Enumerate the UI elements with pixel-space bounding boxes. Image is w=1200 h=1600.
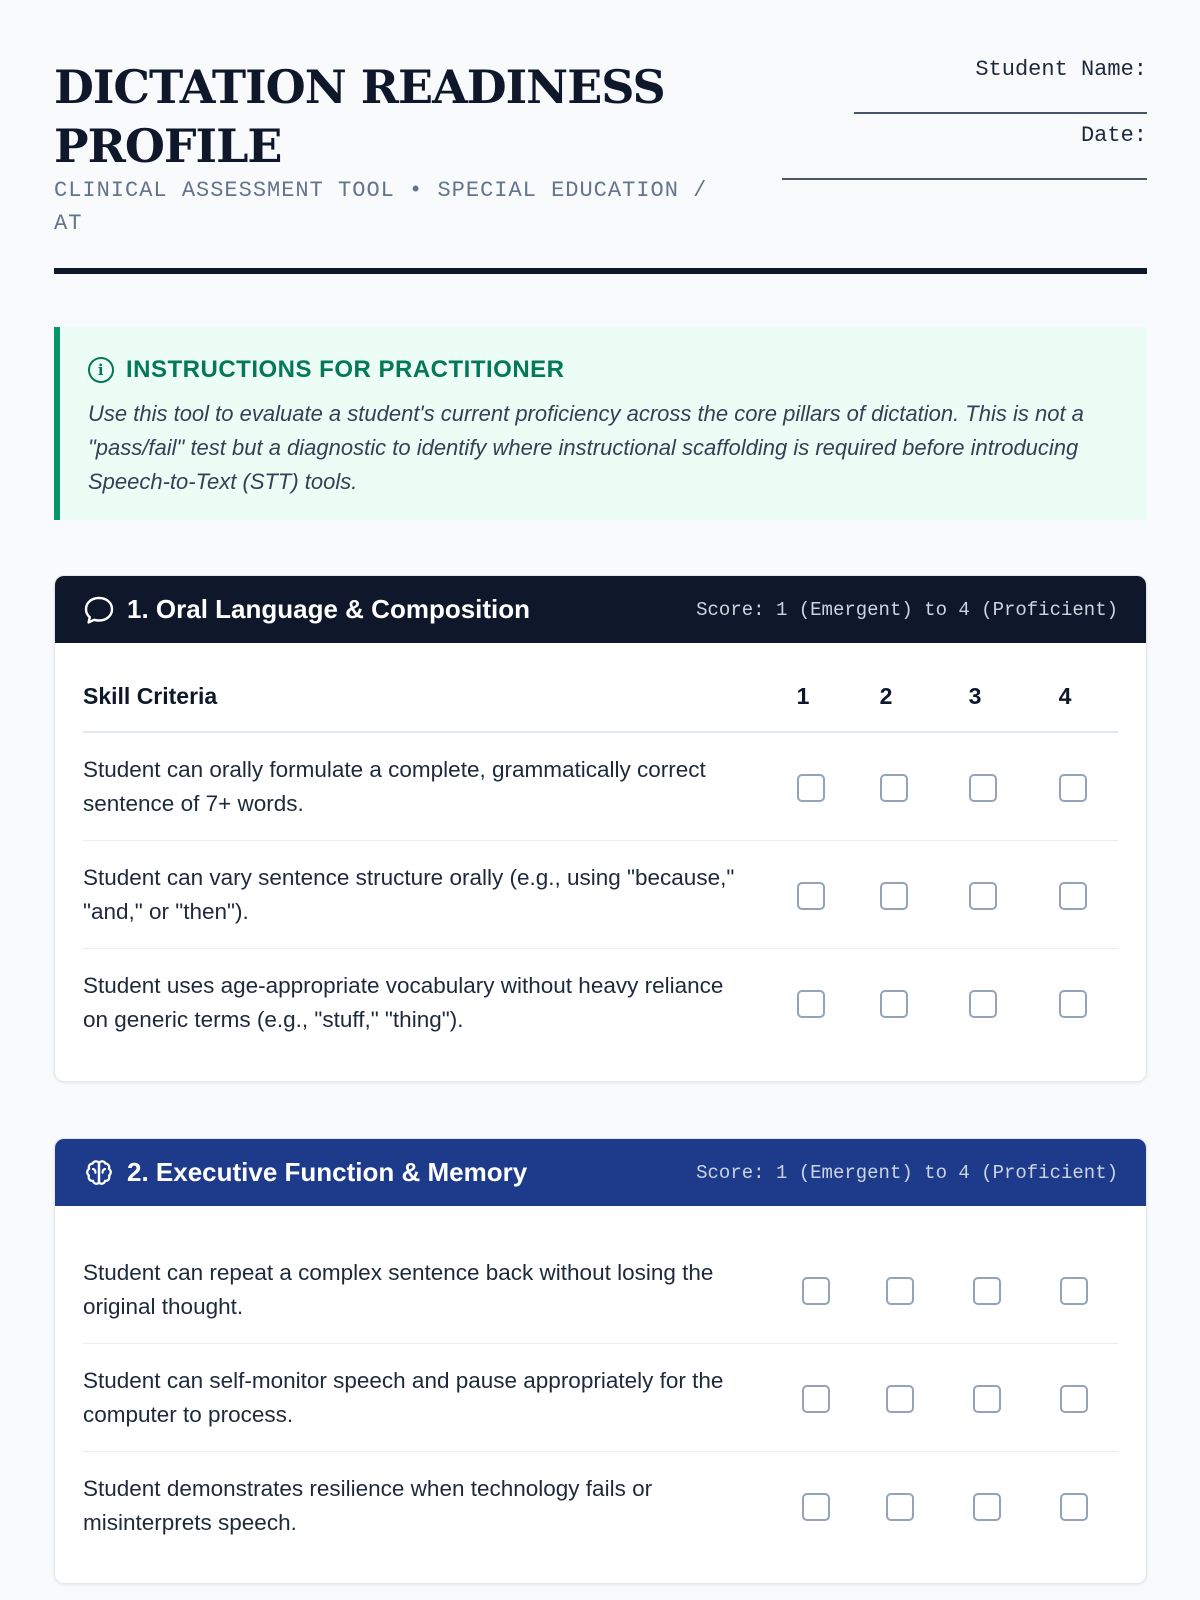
speech-bubble-icon (83, 594, 115, 626)
criterion-text: Student can orally formulate a complete, grammatically correct sentence of 7+ words. (83, 757, 706, 816)
score-checkbox-2[interactable] (880, 990, 908, 1018)
criteria-rows (83, 733, 1118, 1057)
column-header-score-4: 4 (1058, 683, 1072, 709)
score-checkbox-2[interactable] (880, 882, 908, 910)
score-checkbox-2[interactable] (886, 1493, 914, 1521)
score-checkbox-4[interactable] (1060, 1277, 1088, 1305)
criterion-text: Student demonstrates resilience when technology fails or misinterprets speech. (83, 1476, 653, 1535)
date-line[interactable] (782, 164, 1147, 180)
table-row (83, 841, 1118, 949)
score-checkbox-4[interactable] (1060, 1385, 1088, 1413)
section-title-row (83, 1157, 527, 1189)
score-checkbox-4[interactable] (1059, 882, 1087, 910)
section-title-row (83, 594, 530, 626)
score-checkbox-1[interactable] (802, 1385, 830, 1413)
score-checkbox-1[interactable] (797, 990, 825, 1018)
score-checkbox-2[interactable] (880, 774, 908, 802)
score-checkbox-4[interactable] (1060, 1493, 1088, 1521)
score-checkbox-3[interactable] (973, 1385, 1001, 1413)
table-row (83, 1344, 1118, 1452)
score-checkbox-2[interactable] (886, 1385, 914, 1413)
section-oral-language (54, 575, 1147, 1082)
score-checkbox-1[interactable] (797, 882, 825, 910)
score-checkbox-3[interactable] (969, 990, 997, 1018)
date-field[interactable] (782, 122, 1147, 180)
score-checkbox-4[interactable] (1059, 990, 1087, 1018)
column-header-score-3: 3 (968, 683, 982, 709)
table-header (83, 643, 1118, 733)
brain-icon (83, 1157, 115, 1189)
table-row (83, 949, 1118, 1057)
page-title: DICTATION READINESS PROFILE (54, 60, 665, 173)
column-header-score-2: 2 (879, 683, 893, 709)
criteria-table (83, 1206, 1118, 1560)
instructions-heading-row (88, 353, 1113, 387)
assessment-page (54, 0, 1147, 1600)
section-executive-function (54, 1138, 1147, 1584)
score-checkbox-3[interactable] (973, 1493, 1001, 1521)
score-checkbox-1[interactable] (802, 1277, 830, 1305)
date-label: Date: (1080, 123, 1147, 148)
table-row (83, 1236, 1118, 1344)
section-header (55, 576, 1146, 643)
score-checkbox-3[interactable] (969, 882, 997, 910)
score-checkbox-3[interactable] (973, 1277, 1001, 1305)
criterion-text: Student can repeat a complex sentence back without losing the original thought. (83, 1260, 714, 1319)
table-row (83, 733, 1118, 841)
criterion-text: Student can self-monitor speech and pause appropriately for the computer to process. (83, 1368, 724, 1427)
column-header-criteria: Skill Criteria (83, 683, 218, 709)
criterion-text: Student uses age-appropriate vocabulary without heavy reliance on generic terms (e.g., "stuff," "thing"). (83, 973, 724, 1032)
page-header (54, 50, 1147, 274)
score-legend: Score: 1 (Emergent) to 4 (Proficient) (696, 1161, 1118, 1184)
instructions-heading: INSTRUCTIONS FOR PRACTITIONER (126, 356, 565, 383)
score-checkbox-4[interactable] (1059, 774, 1087, 802)
section-header (55, 1139, 1146, 1206)
criteria-rows (83, 1206, 1118, 1560)
instructions-text: Use this tool to evaluate a student's current proficiency across the core pillars of dictation. This is not a "pass/fail" test but a diagnostic to identify where instructional scaffolding is required before introducing Speech-to-Text (STT) tools. (88, 401, 1084, 494)
page-subtitle: CLINICAL ASSESSMENT TOOL • SPECIAL EDUCATION / AT (54, 178, 708, 236)
score-checkbox-3[interactable] (969, 774, 997, 802)
score-checkbox-1[interactable] (802, 1493, 830, 1521)
table-row (83, 1452, 1118, 1560)
score-legend: Score: 1 (Emergent) to 4 (Proficient) (696, 598, 1118, 621)
section-title: 1. Oral Language & Composition (127, 594, 531, 624)
student-name-label: Student Name: (975, 57, 1147, 82)
criteria-table (83, 643, 1118, 1057)
column-header-score-1: 1 (796, 683, 810, 709)
section-title: 2. Executive Function & Memory (127, 1157, 528, 1187)
score-checkbox-2[interactable] (886, 1277, 914, 1305)
criterion-text: Student can vary sentence structure orally (e.g., using "because," "and," or "then"). (83, 865, 735, 924)
info-icon: i (88, 357, 114, 383)
student-name-line[interactable] (854, 98, 1147, 114)
instructions-box (54, 327, 1147, 520)
score-checkbox-1[interactable] (797, 774, 825, 802)
student-name-field[interactable] (854, 56, 1147, 114)
